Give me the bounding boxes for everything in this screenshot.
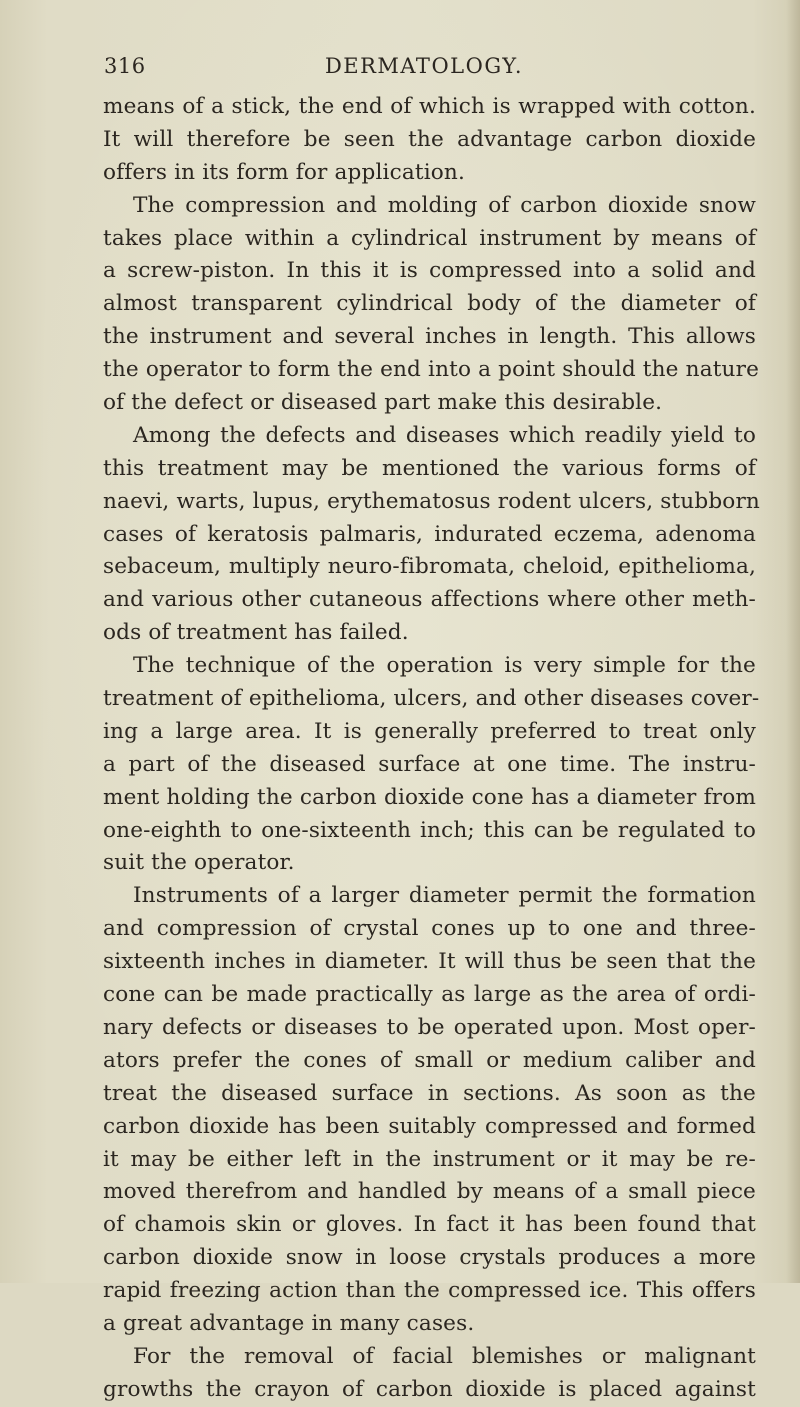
text-line: rapid freezing action than the compressed ice. This offers	[103, 1278, 756, 1304]
text-line: ing a large area. It is generally preferred to treat only	[103, 718, 756, 744]
text-line: of chamois skin or gloves. In fact it has been found that	[103, 1212, 756, 1238]
text-line: a screw-piston. In this it is compressed into a solid and	[103, 258, 756, 284]
text-line: a part of the diseased surface at one time. The instru-	[103, 751, 756, 777]
text-line: It will therefore be seen the advantage carbon dioxide	[103, 126, 756, 152]
text-line: almost transparent cylindrical body of the diameter of	[103, 291, 756, 317]
text-line: this treatment may be mentioned the various forms of	[103, 455, 756, 481]
text-line: sebaceum, multiply neuro-fibromata, cheloid, epithelioma,	[103, 554, 756, 580]
text-line: For the removal of facial blemishes or malignant	[133, 1343, 756, 1369]
text-line: ators prefer the cones of small or medium caliber and	[103, 1047, 756, 1073]
text-line: offers in its form for application.	[103, 159, 465, 185]
running-header	[100, 54, 740, 82]
text-line: carbon dioxide snow in loose crystals produces a more	[103, 1245, 756, 1271]
body-text	[103, 91, 760, 1407]
page-header-title: DERMATOLOGY.	[324, 54, 524, 78]
page-number: 316	[104, 54, 146, 78]
text-line: moved therefrom and handled by means of a small piece	[103, 1179, 756, 1205]
text-line: and compression of crystal cones up to one and three-	[103, 916, 756, 942]
text-line: one-eighth to one-sixteenth inch; this can be regulated to	[103, 817, 756, 843]
text-line: sixteenth inches in diameter. It will thus be seen that the	[103, 949, 756, 975]
text-line: ods of treatment has failed.	[103, 620, 409, 646]
text-line: and various other cutaneous affections where other meth-	[103, 587, 756, 613]
text-line: treatment of epithelioma, ulcers, and other diseases cover-	[103, 686, 760, 712]
text-line: it may be either left in the instrument or it may be re-	[103, 1146, 756, 1172]
text-line: carbon dioxide has been suitably compressed and formed	[103, 1113, 756, 1139]
page-edge-shadow	[786, 0, 800, 1283]
text-line: Instruments of a larger diameter permit the formation	[133, 883, 756, 909]
text-line: cone can be made practically as large as the area of ordi-	[103, 982, 756, 1008]
text-line: a great advantage in many cases.	[103, 1310, 475, 1336]
text-line: naevi, warts, lupus, erythematosus rodent ulcers, stubborn	[103, 488, 760, 514]
text-line: Among the defects and diseases which readily yield to	[133, 422, 756, 448]
text-line: suit the operator.	[103, 850, 295, 876]
text-line: nary defects or diseases to be operated upon. Most oper-	[103, 1014, 756, 1040]
text-line: of the defect or diseased part make this desirable.	[103, 390, 663, 416]
text-line: the operator to form the end into a point should the nature	[103, 357, 759, 383]
text-line: cases of keratosis palmaris, indurated eczema, adenoma	[103, 521, 756, 547]
text-line: the instrument and several inches in length. This allows	[103, 324, 756, 350]
text-line: The compression and molding of carbon dioxide snow	[133, 192, 756, 218]
text-line: growths the crayon of carbon dioxide is placed against	[103, 1376, 756, 1402]
text-line: means of a stick, the end of which is wrapped with cotton.	[103, 94, 756, 119]
text-line: ment holding the carbon dioxide cone has a diameter from	[103, 784, 756, 810]
text-line: takes place within a cylindrical instrument by means of	[103, 225, 756, 251]
text-line: The technique of the operation is very simple for the	[133, 653, 756, 679]
text-line: treat the diseased surface in sections. As soon as the	[103, 1080, 756, 1106]
